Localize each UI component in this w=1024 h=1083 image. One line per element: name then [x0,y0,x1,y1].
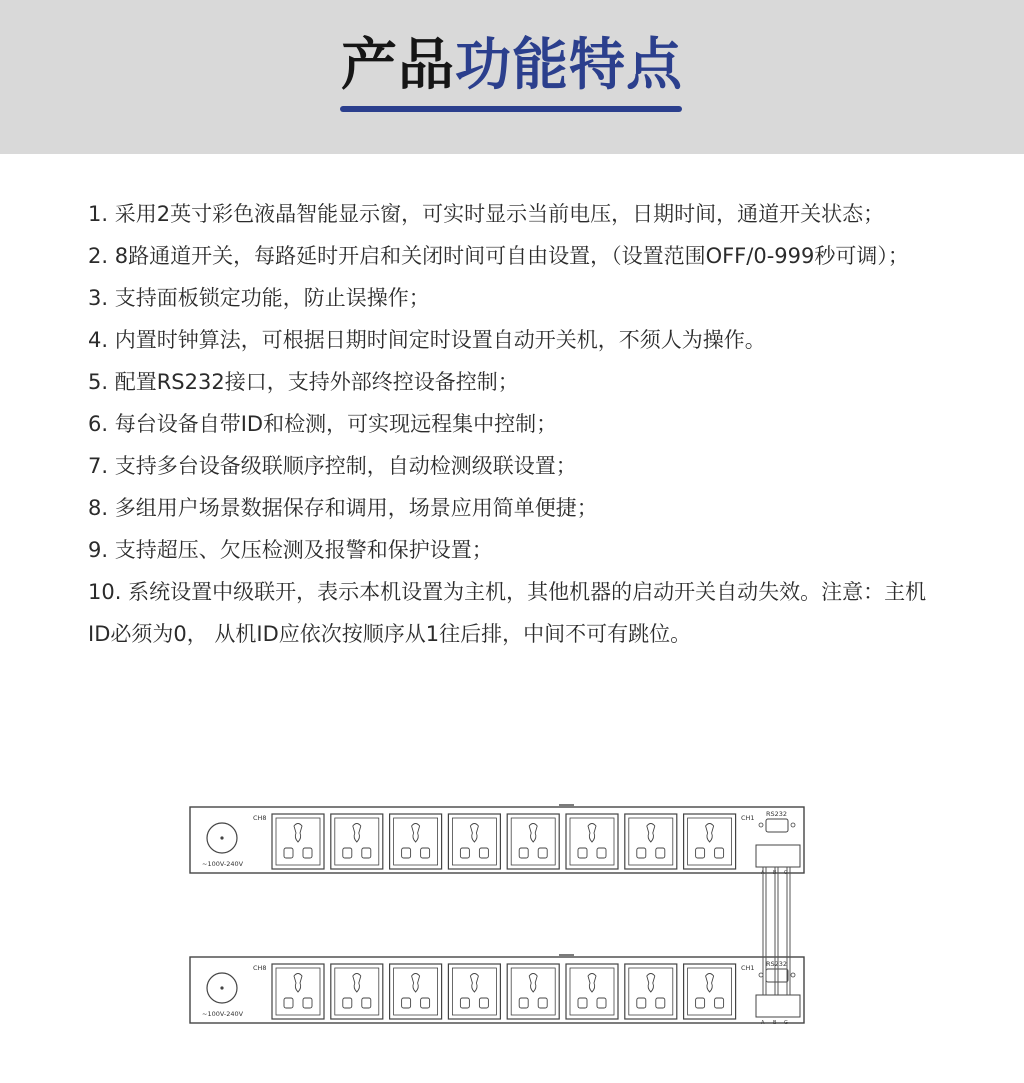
power-switch-dot [220,836,223,839]
feature-item: 9. 支持超压、欠压检测及报警和保护设置； [88,538,493,562]
ch1-label: CH1 [741,964,755,972]
rs232-label: RS232 [766,810,788,818]
outlet-icon [507,964,559,1019]
feature-item: 8. 多组用户场景数据保存和调用，场景应用简单便捷； [88,496,598,520]
outlet-icon [684,814,736,869]
cascade-wiring-diagram [186,800,816,1035]
pin-g-label: G [784,1020,788,1026]
title-part-black: 产品 [341,33,455,98]
outlet-icon [272,964,324,1019]
power-switch-dot [220,986,223,989]
feature-item: 5. 配置RS232接口，支持外部终控设备控制； [88,370,519,394]
feature-item: 7. 支持多台设备级联顺序控制，自动检测级联设置； [88,454,577,478]
pin-a-label: A [761,870,765,876]
outlet-icon [272,814,324,869]
pdu-unit [190,955,804,1026]
feature-item: 6. 每台设备自带ID和检测，可实现远程集中控制； [88,412,558,436]
feature-item: 3. 支持面板锁定功能，防止误操作； [88,286,430,310]
pin-g-label: G [784,870,788,876]
outlet-icon [448,814,500,869]
title-part-blue: 功能特点 [455,33,683,98]
feature-item: 2. 8路通道开关，每路延时开启和关闭时间可自由设置，（设置范围OFF/0-999秒可调）； [88,244,909,268]
page-title [0,28,1024,104]
outlet-icon [390,814,442,869]
feature-item: 1. 采用2英寸彩色液晶智能显示窗，可实时显示当前电压，日期时间，通道开关状态； [88,202,885,226]
title-underline [340,106,682,112]
outlet-icon [331,814,383,869]
outlet-icon [507,814,559,869]
outlet-icon [566,964,618,1019]
outlet-icon [390,964,442,1019]
outlet-icon [566,814,618,869]
outlet-icon [448,964,500,1019]
voltage-label: ~100V-240V [202,1010,244,1018]
ch8-label: CH8 [253,964,267,972]
rs232-label: RS232 [766,960,788,968]
ch8-label: CH8 [253,814,267,822]
outlet-icon [625,814,677,869]
pin-b-label: B [773,1020,777,1026]
outlet-icon [331,964,383,1019]
pdu-unit [190,805,804,876]
ch1-label: CH1 [741,814,755,822]
voltage-label: ~100V-240V [202,860,244,868]
header-band [0,0,1024,154]
pin-a-label: A [761,1020,765,1026]
pin-b-label: B [773,870,777,876]
outlet-icon [625,964,677,1019]
outlet-icon [684,964,736,1019]
feature-item: 10. 系统设置中级联开，表示本机设置为主机，其他机器的启动开关自动失效。注意：主机ID必须为0， 从机ID应依次按顺序从1往后排，中间不可有跳位。 [88,580,927,646]
feature-item: 4. 内置时钟算法，可根据日期时间定时设置自动开关机，不须人为操作。 [88,328,766,352]
feature-list [88,193,948,655]
